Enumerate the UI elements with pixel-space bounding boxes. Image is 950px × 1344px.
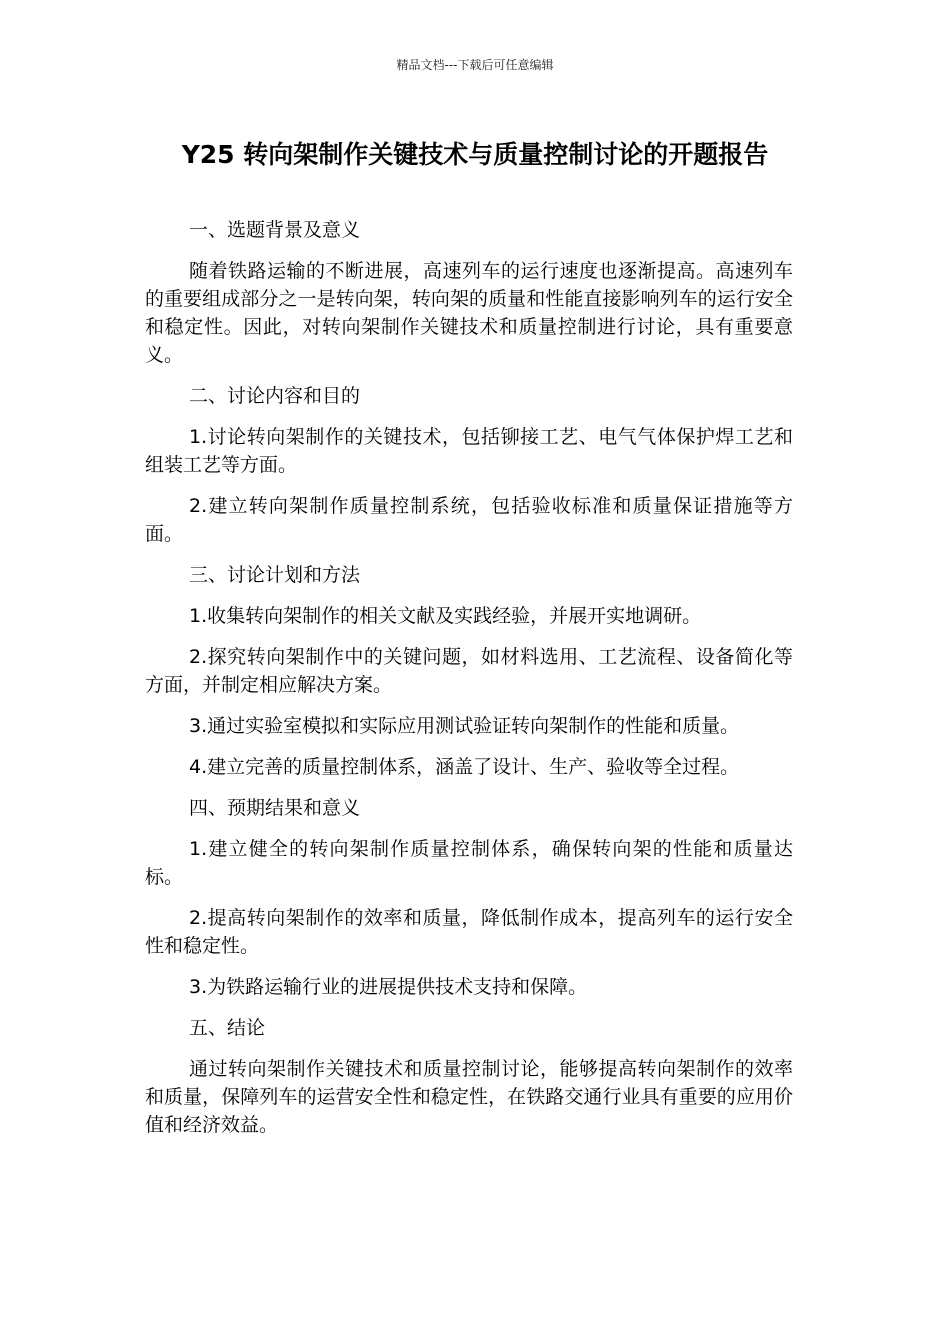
paragraph-conclusion: 通过转向架制作关键技术和质量控制讨论，能够提高转向架制作的效率和质量，保障列车的运营安全性和稳定性，在铁路交通行业具有重要的应用价值和经济效益。 (145, 1058, 793, 1136)
paragraph-background: 随着铁路运输的不断进展，高速列车的运行速度也逐渐提高。高速列车的重要组成部分之一是转向架，转向架的质量和性能直接影响列车的运行安全和稳定性。因此，对转向架制作关键技术和质量控制进行讨论，具有重要意义。 (145, 260, 793, 366)
section-heading-conclusion: 五、结论 (189, 1017, 266, 1039)
section-heading-content: 二、讨论内容和目的 (189, 385, 361, 407)
section-heading-plan: 三、讨论计划和方法 (189, 564, 361, 586)
plan-item-2: 2.探究转向架制作中的关键问题，如材料选用、工艺流程、设备简化等方面，并制定相应解决方案。 (145, 646, 793, 696)
document-body (145, 216, 793, 1152)
page-header-note: 精品文档---下载后可任意编辑 (396, 58, 554, 72)
document-title: Y25 转向架制作关键技术与质量控制讨论的开题报告 (181, 140, 769, 169)
result-item-3: 3.为铁路运输行业的进展提供技术支持和保障。 (189, 976, 588, 998)
plan-item-1: 1.收集转向架制作的相关文献及实践经验，并展开实地调研。 (189, 605, 702, 627)
plan-item-4: 4.建立完善的质量控制体系，涵盖了设计、生产、验收等全过程。 (189, 756, 740, 778)
content-item-2: 2.建立转向架制作质量控制系统，包括验收标准和质量保证措施等方面。 (145, 495, 793, 545)
result-item-2: 2.提高转向架制作的效率和质量，降低制作成本，提高列车的运行安全性和稳定性。 (145, 907, 793, 957)
section-heading-background: 一、选题背景及意义 (189, 219, 361, 241)
section-heading-results: 四、预期结果和意义 (189, 797, 361, 819)
result-item-1: 1.建立健全的转向架制作质量控制体系，确保转向架的性能和质量达标。 (145, 838, 793, 888)
content-item-1: 1.讨论转向架制作的关键技术，包括铆接工艺、电气气体保护焊工艺和组装工艺等方面。 (145, 426, 793, 476)
plan-item-3: 3.通过实验室模拟和实际应用测试验证转向架制作的性能和质量。 (189, 715, 740, 737)
